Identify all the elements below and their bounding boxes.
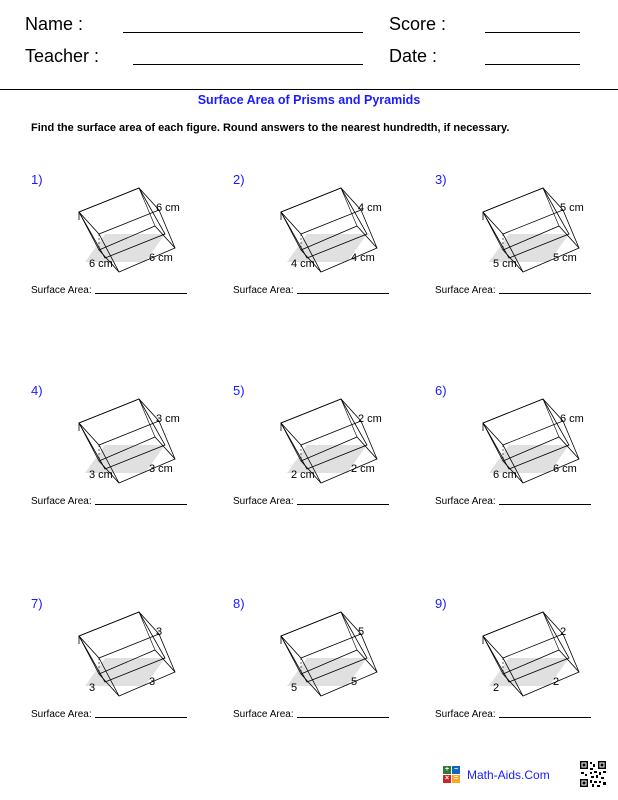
problem-number: 1): [31, 172, 43, 187]
answer-blank[interactable]: [95, 495, 187, 505]
dimension-side: 3: [156, 626, 163, 638]
footer-brand: [443, 764, 563, 788]
dimension-bottom: 6 cm: [89, 258, 113, 270]
surface-area-label: Surface Area:: [435, 496, 496, 507]
dimension-front: 5: [351, 676, 358, 688]
logo-glyph: −: [453, 766, 459, 773]
answer-blank[interactable]: [95, 284, 187, 294]
surface-area-answer: [31, 708, 187, 720]
surface-area-answer: [435, 284, 591, 296]
teacher-label: Teacher :: [25, 46, 100, 66]
qr-code-icon: [579, 760, 607, 788]
logo-glyph: +: [444, 766, 450, 773]
surface-area-label: Surface Area:: [31, 709, 92, 720]
logo-glyph: =: [453, 775, 459, 782]
problem-number: 4): [31, 383, 43, 398]
dimension-side: 6 cm: [156, 202, 180, 214]
dimension-front: 3: [149, 676, 156, 688]
dimension-bottom: 2 cm: [291, 469, 315, 481]
dimension-front: 2: [553, 676, 560, 688]
surface-area-label: Surface Area:: [233, 709, 294, 720]
surface-area-label: Surface Area:: [435, 285, 496, 296]
date-label: Date :: [389, 46, 438, 66]
score-label: Score :: [389, 14, 447, 34]
dimension-bottom: 5: [291, 682, 298, 694]
problem-number: 7): [31, 596, 43, 611]
dimension-front: 5 cm: [553, 252, 577, 264]
dimension-bottom: 2: [493, 682, 500, 694]
answer-blank[interactable]: [499, 284, 591, 294]
dimension-side: 4 cm: [358, 202, 382, 214]
dimension-front: 4 cm: [351, 252, 375, 264]
answer-blank[interactable]: [297, 708, 389, 718]
problem-number: 3): [435, 172, 447, 187]
dimension-side: 5: [358, 626, 365, 638]
dimension-bottom: 3 cm: [89, 469, 113, 481]
brand-name: Math-Aids.Com: [467, 768, 550, 782]
dimension-bottom: 4 cm: [291, 258, 315, 270]
problem-number: 6): [435, 383, 447, 398]
dimension-bottom: 3: [89, 682, 96, 694]
calculator-icon: [443, 766, 461, 784]
problem-number: 8): [233, 596, 245, 611]
dimension-front: 6 cm: [149, 252, 173, 264]
problem-number: 2): [233, 172, 245, 187]
answer-blank[interactable]: [499, 708, 591, 718]
date-field[interactable]: [485, 64, 580, 65]
dimension-front: 3 cm: [149, 463, 173, 475]
worksheet-title: Surface Area of Prisms and Pyramids: [197, 93, 421, 107]
name-field[interactable]: [123, 32, 363, 33]
name-label: Name :: [25, 14, 84, 34]
surface-area-label: Surface Area:: [233, 285, 294, 296]
answer-blank[interactable]: [95, 708, 187, 718]
answer-blank[interactable]: [297, 284, 389, 294]
logo-glyph: ×: [444, 775, 450, 782]
dimension-bottom: 5 cm: [493, 258, 517, 270]
dimension-side: 6 cm: [560, 413, 584, 425]
answer-blank[interactable]: [297, 495, 389, 505]
teacher-field[interactable]: [133, 64, 363, 65]
header-divider: [0, 89, 618, 90]
surface-area-answer: [233, 495, 389, 507]
dimension-side: 5 cm: [560, 202, 584, 214]
dimension-side: 2 cm: [358, 413, 382, 425]
surface-area-answer: [435, 708, 591, 720]
dimension-side: 2: [560, 626, 567, 638]
surface-area-label: Surface Area:: [31, 285, 92, 296]
problem-number: 5): [233, 383, 245, 398]
surface-area-label: Surface Area:: [31, 496, 92, 507]
surface-area-answer: [31, 495, 187, 507]
dimension-front: 2 cm: [351, 463, 375, 475]
dimension-side: 3 cm: [156, 413, 180, 425]
surface-area-answer: [435, 495, 591, 507]
surface-area-answer: [233, 284, 389, 296]
instructions: Find the surface area of each figure. Round answers to the nearest hundredth, if necessary.: [31, 122, 510, 134]
score-field[interactable]: [485, 32, 580, 33]
problem-number: 9): [435, 596, 447, 611]
surface-area-answer: [31, 284, 187, 296]
surface-area-label: Surface Area:: [233, 496, 294, 507]
surface-area-answer: [233, 708, 389, 720]
answer-blank[interactable]: [499, 495, 591, 505]
dimension-front: 6 cm: [553, 463, 577, 475]
dimension-bottom: 6 cm: [493, 469, 517, 481]
surface-area-label: Surface Area:: [435, 709, 496, 720]
